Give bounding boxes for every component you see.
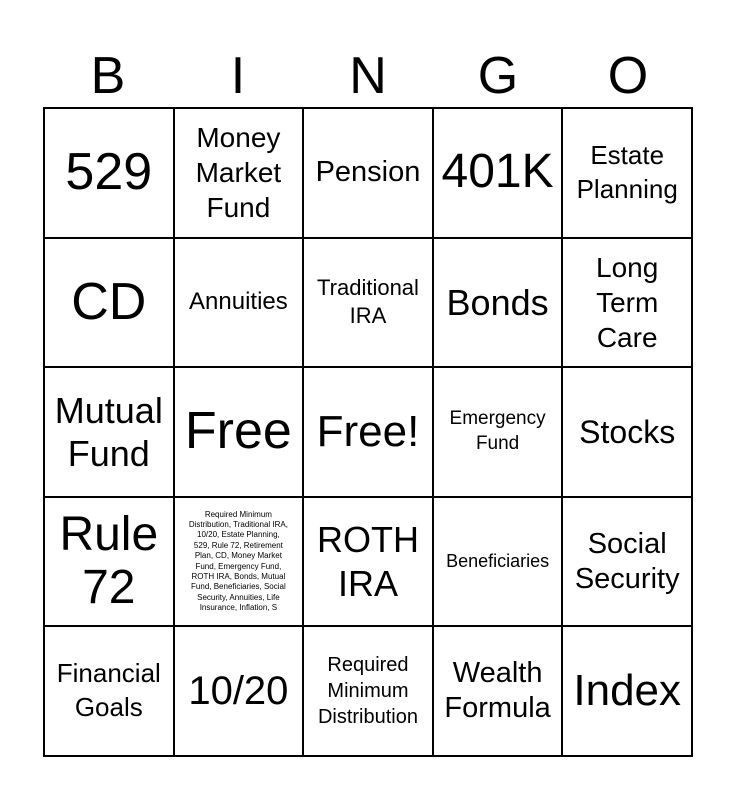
cell-text: Rule 72 — [59, 507, 159, 614]
header-letter-g: G — [477, 47, 519, 105]
bingo-cell[interactable] — [303, 108, 433, 238]
bingo-cell[interactable] — [174, 367, 304, 497]
bingo-cell[interactable] — [174, 238, 304, 368]
bingo-cell[interactable] — [303, 367, 433, 497]
cell-text: Bonds — [446, 281, 549, 323]
header-letter-b: B — [90, 47, 126, 105]
bingo-cell[interactable] — [562, 238, 692, 368]
cell-text: Mutual Fund — [54, 389, 163, 474]
bingo-cell[interactable] — [44, 626, 174, 756]
cell-text: Beneficiaries — [446, 551, 550, 572]
bingo-cell[interactable] — [174, 626, 304, 756]
bingo-cell[interactable] — [562, 108, 692, 238]
cell-text: 401K — [441, 145, 554, 199]
cell-text: Wealth Formula — [444, 657, 551, 725]
bingo-cell[interactable] — [303, 238, 433, 368]
cell-text: Long Term Care — [596, 251, 659, 353]
bingo-cell[interactable] — [433, 108, 563, 238]
cell-text: Required Minimum Distribution — [317, 654, 418, 729]
bingo-cell[interactable] — [174, 108, 304, 238]
header-letter-n: N — [349, 47, 387, 105]
bingo-cell[interactable] — [303, 626, 433, 756]
cell-text: Required Minimum Distribution, Traditional IRA, 10/20, Estate Planning, 529, Rule 72, Retirement Plan, CD, Money Market Fund, Emergency Fund, ROTH IRA, Bonds, Mutual Fund, Beneficiaries, Social Security, Annuities, Life Insurance, Inflation, S — [188, 509, 288, 613]
bingo-cell[interactable] — [174, 497, 304, 627]
cell-text: Annuities — [189, 288, 288, 316]
bingo-cell[interactable] — [433, 238, 563, 368]
cell-text: Pension — [315, 156, 421, 189]
cell-text: 10/20 — [188, 669, 289, 714]
bingo-cell[interactable] — [44, 108, 174, 238]
bingo-cell[interactable] — [562, 497, 692, 627]
bingo-cell[interactable] — [562, 367, 692, 497]
bingo-cell[interactable] — [44, 238, 174, 368]
cell-text: Emergency Fund — [449, 408, 546, 454]
header-letter-i: I — [230, 47, 246, 105]
bingo-board — [43, 107, 693, 757]
cell-text: Money Market Fund — [195, 122, 282, 224]
cell-text: Estate Planning — [576, 140, 678, 204]
cell-text: ROTH IRA — [316, 519, 419, 604]
bingo-cell[interactable] — [44, 367, 174, 497]
cell-text: Social Security — [574, 527, 680, 595]
cell-text: Free — [184, 402, 292, 461]
cell-text: 529 — [65, 143, 153, 202]
bingo-cell[interactable] — [433, 367, 563, 497]
bingo-cell[interactable] — [562, 626, 692, 756]
cell-text: Index — [573, 665, 682, 715]
bingo-header — [43, 44, 693, 108]
bingo-cell[interactable] — [433, 626, 563, 756]
header-letter-o: O — [607, 47, 649, 105]
cell-text: Free! — [316, 406, 420, 456]
bingo-cell[interactable] — [44, 497, 174, 627]
bingo-cell[interactable] — [433, 497, 563, 627]
cell-text: Traditional IRA — [317, 274, 419, 329]
bingo-cell[interactable] — [303, 497, 433, 627]
cell-text: Stocks — [579, 413, 676, 450]
cell-text: Financial Goals — [56, 658, 161, 723]
cell-text: CD — [71, 272, 147, 331]
